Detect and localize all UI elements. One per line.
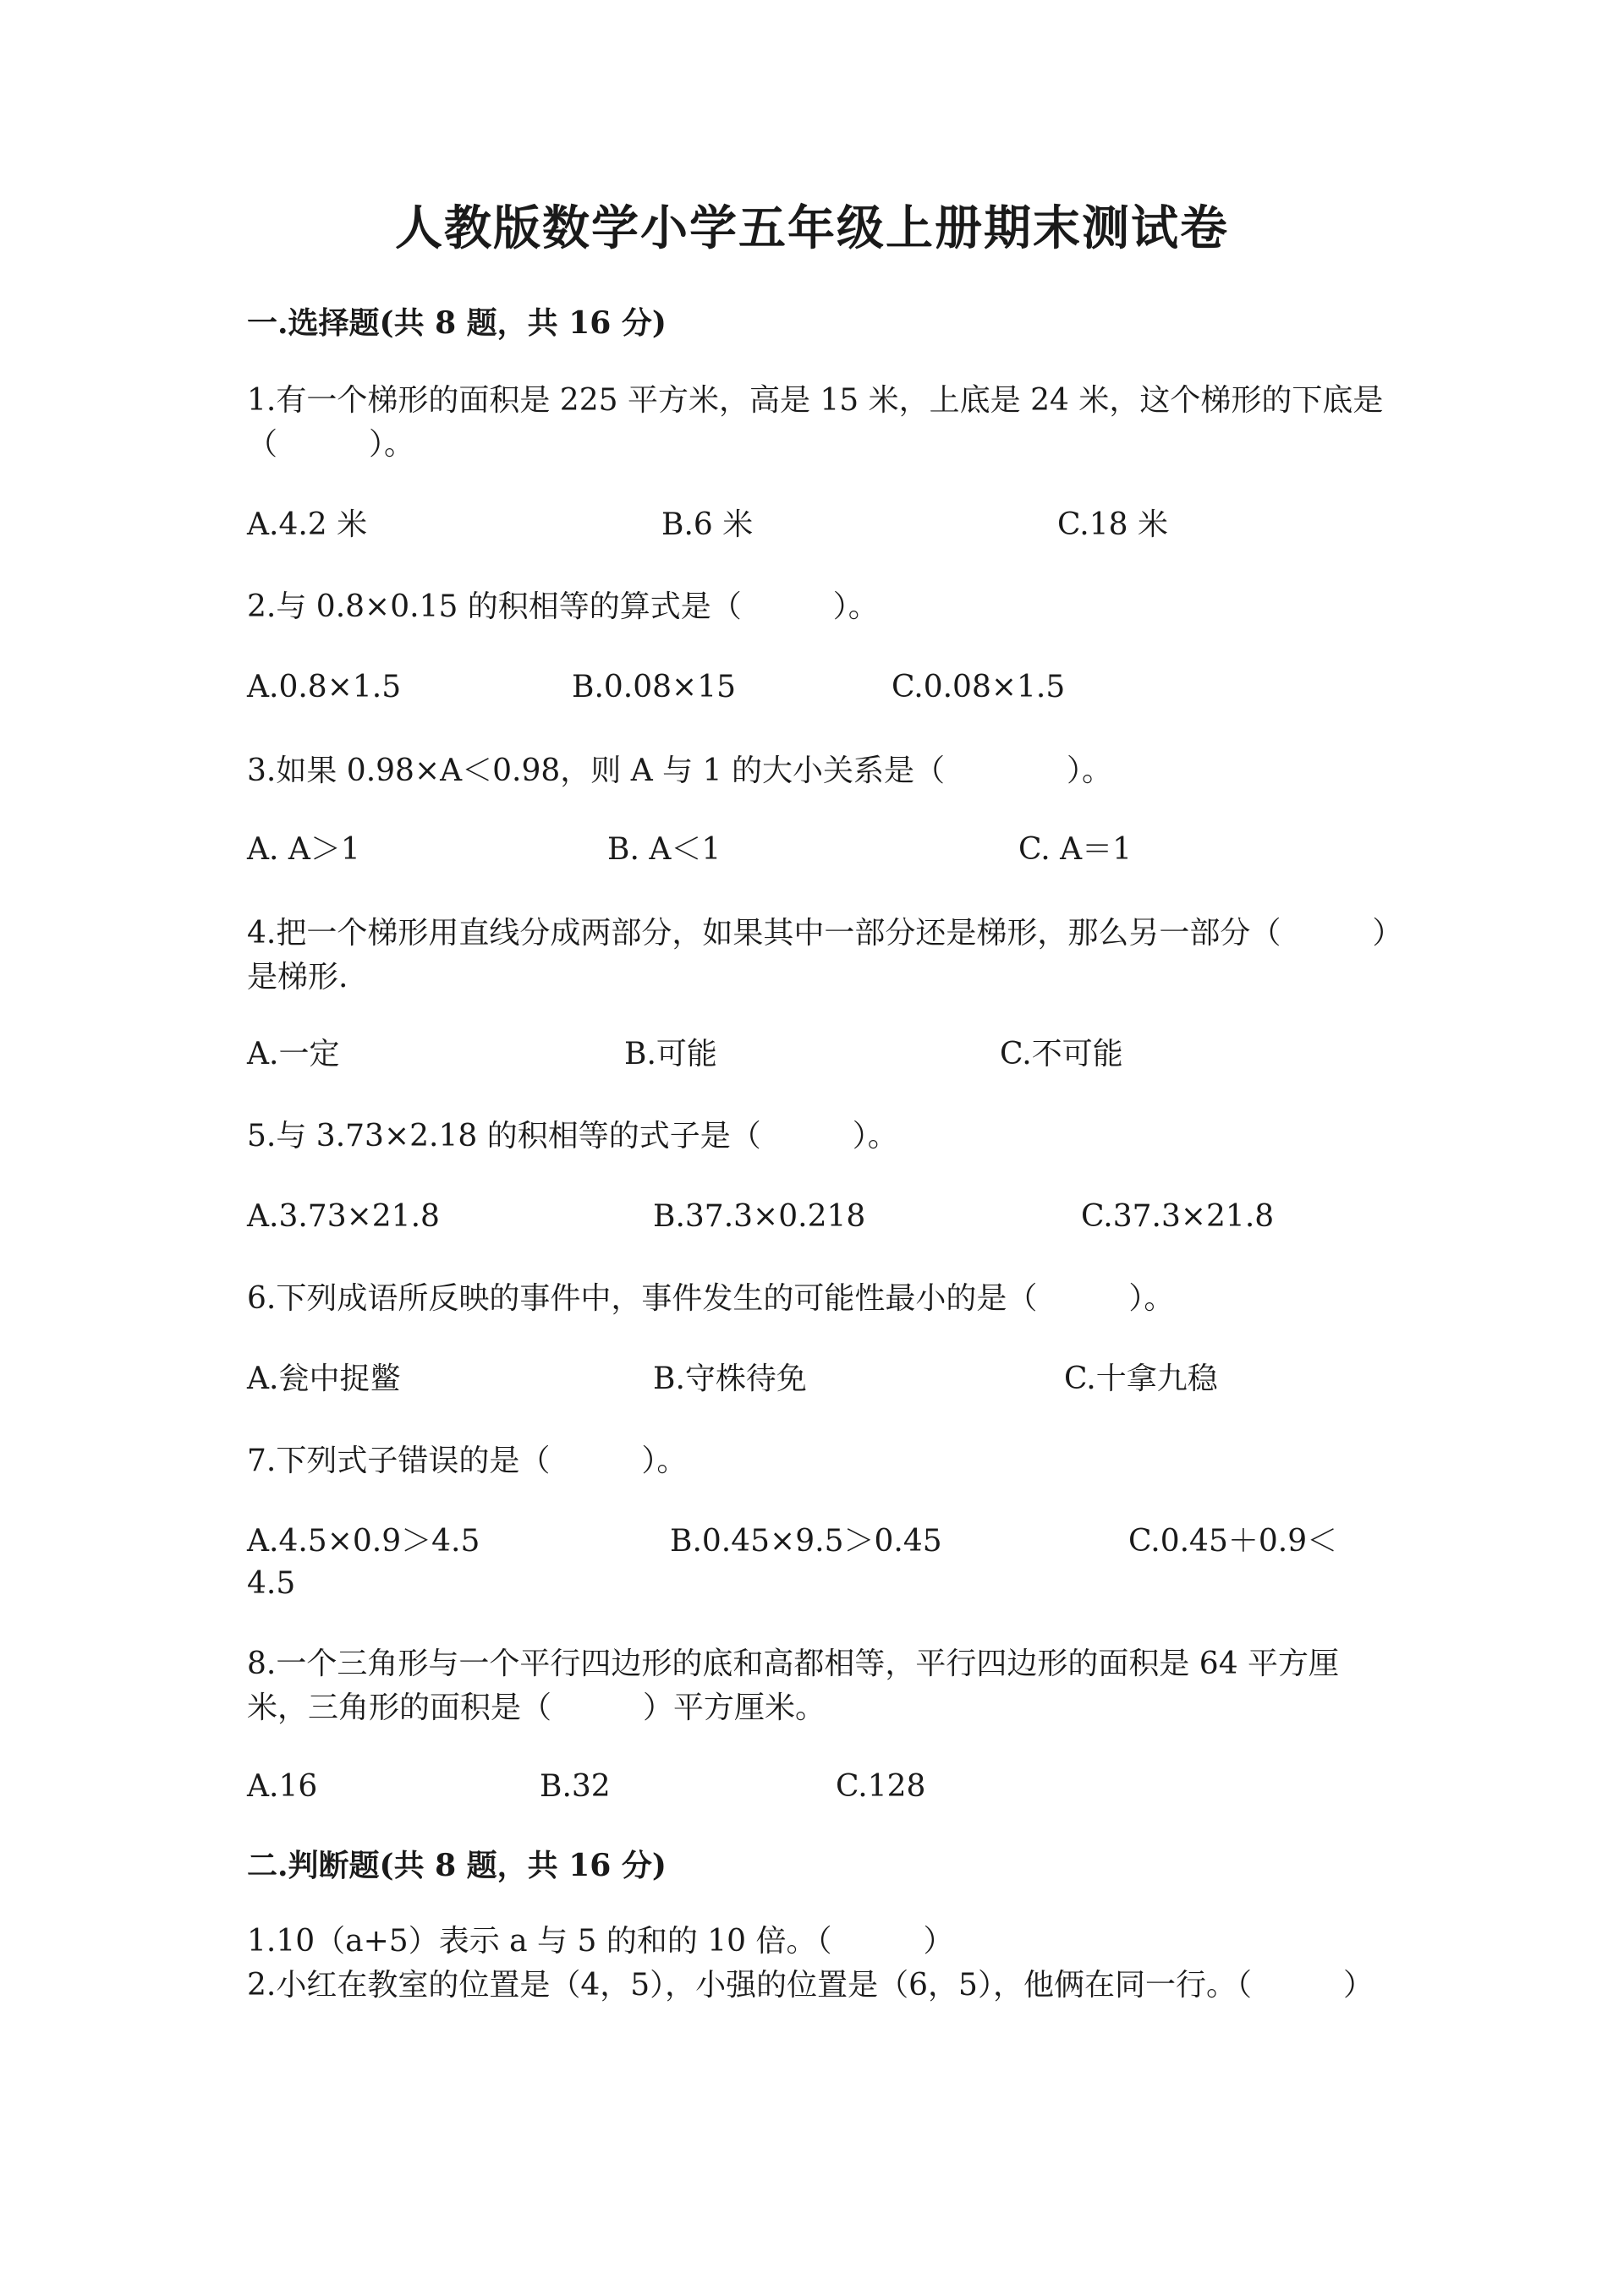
question-text: 2.与 0.8×0.15 的积相等的算式是（ ）。: [247, 589, 879, 624]
option-c: C.128: [836, 1769, 926, 1804]
option-b: B.6 米: [661, 507, 754, 542]
option-c: C.37.3×21.8: [1081, 1199, 1275, 1234]
section-heading-choice: 一.选择题(共 8 题，共 16 分): [247, 305, 667, 341]
question-options: [247, 1196, 1397, 1238]
option-b: B.0.08×15: [572, 670, 737, 704]
question-text: 6.下列成语所反映的事件中，事件发生的可能性最小的是（ ）。: [247, 1281, 1175, 1316]
option-c: C.0.08×1.5: [892, 670, 1066, 704]
option-a: A.16: [247, 1769, 318, 1804]
question-text: 4.把一个梯形用直线分成两部分，如果其中一部分还是梯形，那么另一部分（ ）是梯形.: [247, 916, 1388, 995]
option-b: B.0.45×9.5＞0.45: [670, 1524, 942, 1559]
question-options: [247, 829, 1397, 871]
option-b: B. A＜1: [607, 832, 721, 867]
exam-title: 人教版数学小学五年级上册期末测试卷: [395, 200, 1229, 256]
question-options: [247, 1033, 1397, 1076]
option-b: B.守株待免: [653, 1362, 807, 1396]
judgement-question: 2.小红在教室的位置是（4，5），小强的位置是（6，5），他俩在同一行。（ ）: [247, 1968, 1374, 2003]
option-b: B.可能: [624, 1037, 717, 1071]
option-c: C.十拿九稳: [1064, 1362, 1218, 1396]
question-text: 5.与 3.73×2.18 的积相等的式子是（ ）。: [247, 1119, 898, 1153]
option-c: C. A＝1: [1018, 832, 1133, 867]
option-a: A.4.2 米: [247, 507, 368, 542]
question-options: [247, 1766, 1397, 1808]
question-options: [247, 1358, 1397, 1400]
question-text: 7.下列式子错误的是（ ）。: [247, 1444, 688, 1478]
option-a: A.0.8×1.5: [247, 670, 402, 704]
option-c: C.不可能: [1000, 1037, 1123, 1071]
question-text: 3.如果 0.98×A＜0.98，则 A 与 1 的大小关系是（ ）。: [247, 753, 1112, 788]
option-a: A.瓮中捉鳖: [247, 1362, 401, 1396]
judgement-question: 1.10（a+5）表示 a 与 5 的和的 10 倍。（ ）: [247, 1924, 954, 1959]
question-options: [247, 1521, 1397, 1563]
option-a: A.一定: [247, 1037, 340, 1071]
option-a: A.3.73×21.8: [247, 1199, 440, 1234]
option-c: C.0.45＋0.9＜: [1128, 1524, 1338, 1559]
option-a: A. A＞1: [247, 832, 360, 867]
option-c-continuation: 4.5: [247, 1566, 296, 1601]
section-heading-judgement: 二.判断题(共 8 题，共 16 分): [247, 1848, 667, 1883]
option-b: B.32: [540, 1769, 611, 1804]
question-options: [247, 666, 1397, 709]
question-text: 1.有一个梯形的面积是 225 平方米，高是 15 米，上底是 24 米，这个梯形的下底是（ ）。: [247, 383, 1384, 462]
question-options: [247, 504, 1397, 546]
option-a: A.4.5×0.9＞4.5: [247, 1524, 480, 1559]
question-text: 8.一个三角形与一个平行四边形的底和高都相等，平行四边形的面积是 64 平方厘米，三角形的面积是（ ）平方厘米。: [247, 1647, 1340, 1725]
option-b: B.37.3×0.218: [653, 1199, 866, 1234]
option-c: C.18 米: [1057, 507, 1168, 542]
